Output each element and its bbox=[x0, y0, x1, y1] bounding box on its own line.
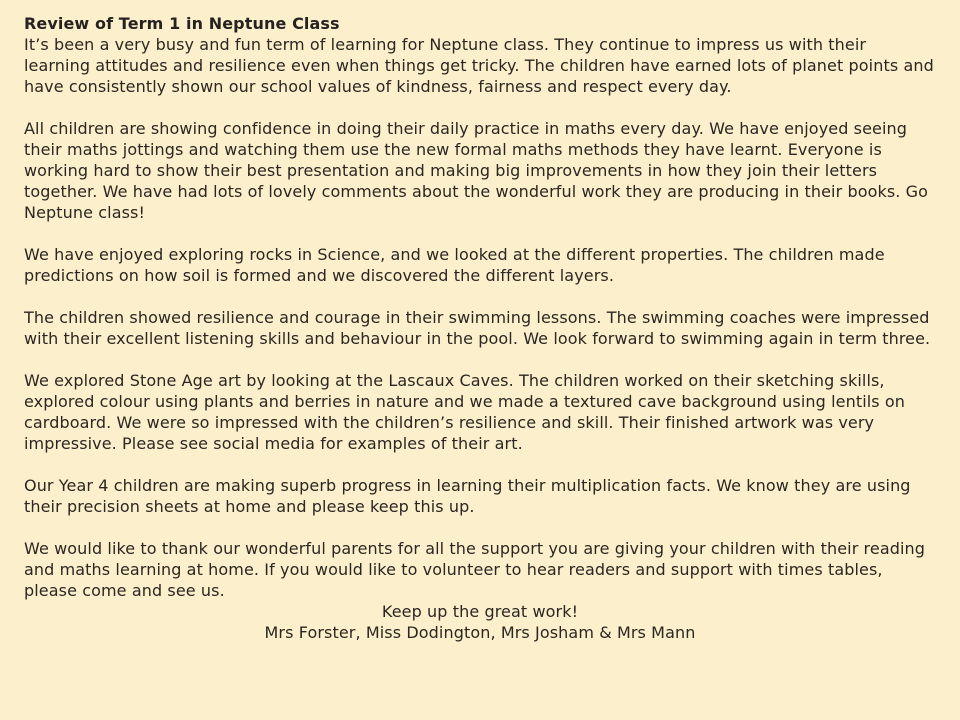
paragraph-stone-age-art: We explored Stone Age art by looking at the Lascaux Caves. The children worked on their sketching skills, explored colour using plants and berries in nature and we made a textured cave background using lentils on cardboard. We were so impressed with the children’s resilience and skill. Their finished artwork was very impressive. Please see social media for examples of their art. bbox=[24, 371, 906, 453]
paragraph-maths-writing: All children are showing confidence in doing their daily practice in maths every day. We have enjoyed seeing their maths jottings and watching them use the new formal maths methods they have learnt. Everyone is working hard to show their best presentation and making big improvements in how they join their letters together. We have had lots of lovely comments about the wonderful work they are producing in their books. Go Neptune class! bbox=[24, 119, 929, 222]
paragraph-multiplication: Our Year 4 children are making superb progress in learning their multiplication facts. We know they are using their precision sheets at home and please keep this up. bbox=[24, 476, 911, 516]
paragraph-swimming: The children showed resilience and courage in their swimming lessons. The swimming coaches were impressed with their excellent listening skills and behaviour in the pool. We look forward to swimming again in term three. bbox=[24, 308, 931, 348]
paragraph-parents-thanks: We would like to thank our wonderful parents for all the support you are giving your children with their reading and maths learning at home. If you would like to volunteer to hear readers and support with times tables, please come and see us. bbox=[24, 539, 926, 600]
signature-line: Mrs Forster, Miss Dodington, Mrs Josham & Mrs Mann bbox=[264, 623, 696, 642]
paragraph-science: We have enjoyed exploring rocks in Science, and we looked at the different properties. The children made predictions on how soil is formed and we discovered the different layers. bbox=[24, 245, 885, 285]
closing-message: Keep up the great work! bbox=[381, 602, 579, 621]
paragraph-intro: It’s been a very busy and fun term of learning for Neptune class. They continue to impress us with their learning attitudes and resilience even when things get tricky. The children have earned lots of planet points and have consistently shown our school values of kindness, fairness and respect every day. bbox=[24, 35, 934, 96]
document-title: Review of Term 1 in Neptune Class bbox=[24, 14, 340, 33]
